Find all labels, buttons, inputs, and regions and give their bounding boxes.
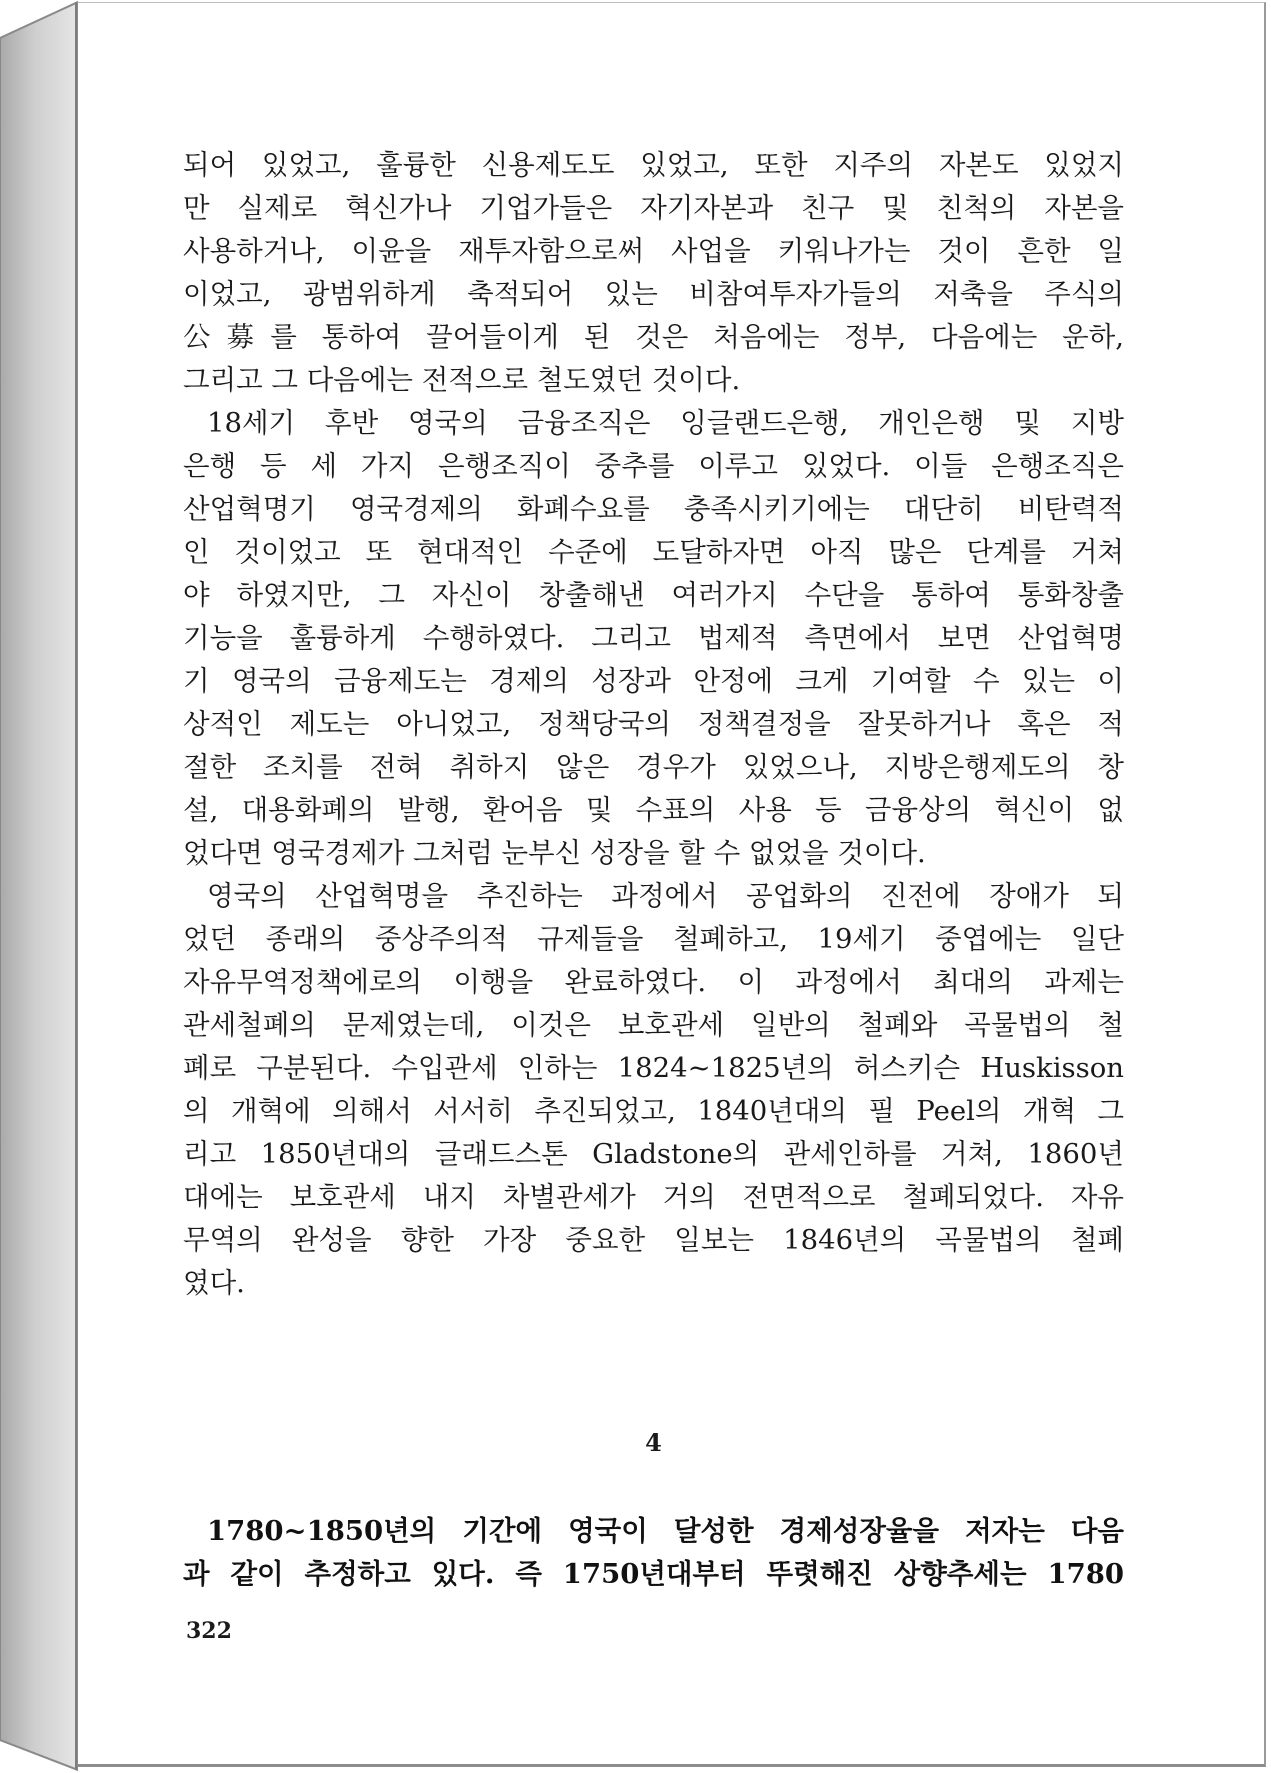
text-line: 자유무역정책에로의 이행을 완료하였다. 이 과정에서 최대의 과제는 [183, 966, 1124, 998]
text-line: 은행 등 세 가지 은행조직이 중추를 이루고 있었다. 이들 은행조직은 [183, 450, 1124, 482]
text-line: 설, 대용화폐의 발행, 환어음 및 수표의 사용 등 금융상의 혁신이 없 [183, 794, 1124, 826]
text-line: 영국의 산업혁명을 추진하는 과정에서 공업화의 진전에 장애가 되 [207, 880, 1124, 912]
text-line: 었던 종래의 중상주의적 규제들을 철폐하고, 19세기 중엽에는 일단 [183, 923, 1124, 955]
text-line: 기능을 훌륭하게 수행하였다. 그리고 법제적 측면에서 보면 산업혁명 [183, 622, 1124, 654]
text-line: 상적인 제도는 아니었고, 정책당국의 정책결정을 잘못하거나 혹은 적 [183, 708, 1124, 740]
text-line: 절한 조치를 전혀 취하지 않은 경우가 있었으나, 지방은행제도의 창 [183, 751, 1124, 783]
text-line: 산업혁명기 영국경제의 화폐수요를 충족시키기에는 대단히 비탄력적 [183, 493, 1124, 525]
paragraph-4 [183, 1510, 1124, 1596]
text-line: 무역의 완성을 향한 가장 중요한 일보는 1846년의 곡물법의 철폐 [183, 1224, 1124, 1256]
text-line: 기 영국의 금융제도는 경제의 성장과 안정에 크게 기여할 수 있는 이 [183, 665, 1124, 697]
text-line: 사용하거나, 이윤을 재투자함으로써 사업을 키워나가는 것이 흔한 일 [183, 235, 1124, 267]
body-text [183, 144, 1124, 1305]
text-line: 되어 있었고, 훌륭한 신용제도도 있었고, 또한 지주의 자본도 있었지 [183, 149, 1124, 181]
text-line: 18세기 후반 영국의 금융조직은 잉글랜드은행, 개인은행 및 지방 [207, 407, 1124, 439]
text-line: 대에는 보호관세 내지 차별관세가 거의 전면적으로 철폐되었다. 자유 [183, 1181, 1124, 1213]
text-line: 그리고 그 다음에는 전적으로 철도였던 것이다. [183, 364, 741, 396]
text-line: 관세철폐의 문제였는데, 이것은 보호관세 일반의 철폐와 곡물법의 철 [183, 1009, 1124, 1041]
page-number: 322 [186, 1618, 232, 1644]
text-line: 였다. [183, 1267, 245, 1299]
text-line: 었다면 영국경제가 그처럼 눈부신 성장을 할 수 없었을 것이다. [183, 837, 926, 869]
text-line: 과 같이 추정하고 있다. 즉 1750년대부터 뚜렷해진 상향추세는 1780 [183, 1558, 1124, 1590]
text-line: 인 것이었고 또 현대적인 수준에 도달하자면 아직 많은 단계를 거쳐 [183, 536, 1124, 568]
text-line: 만 실제로 혁신가나 기업가들은 자기자본과 친구 및 친척의 자본을 [183, 192, 1124, 224]
book-spine [0, 0, 78, 1773]
text-line: 이었고, 광범위하게 축적되어 있는 비참여투자가들의 저축을 주식의 [183, 278, 1124, 310]
paragraph-3 [183, 875, 1124, 1305]
text-line: 의 개혁에 의해서 서서히 추진되었고, 1840년대의 필 Peel의 개혁 그 [183, 1095, 1124, 1127]
text-line: 公募를 통하여 끌어들이게 된 것은 처음에는 정부, 다음에는 운하, [183, 321, 1124, 353]
paragraph-1 [183, 144, 1124, 402]
section-number: 4 [645, 1428, 662, 1457]
text-line: 1780~1850년의 기간에 영국이 달성한 경제성장율을 저자는 다음 [207, 1515, 1124, 1547]
paragraph-2 [183, 402, 1124, 875]
text-line: 폐로 구분된다. 수입관세 인하는 1824~1825년의 허스키슨 Huskisson [183, 1052, 1124, 1084]
text-line: 야 하였지만, 그 자신이 창출해낸 여러가지 수단을 통하여 통화창출 [183, 579, 1124, 611]
text-line: 리고 1850년대의 글래드스톤 Gladstone의 관세인하를 거쳐, 1860년 [183, 1138, 1124, 1170]
